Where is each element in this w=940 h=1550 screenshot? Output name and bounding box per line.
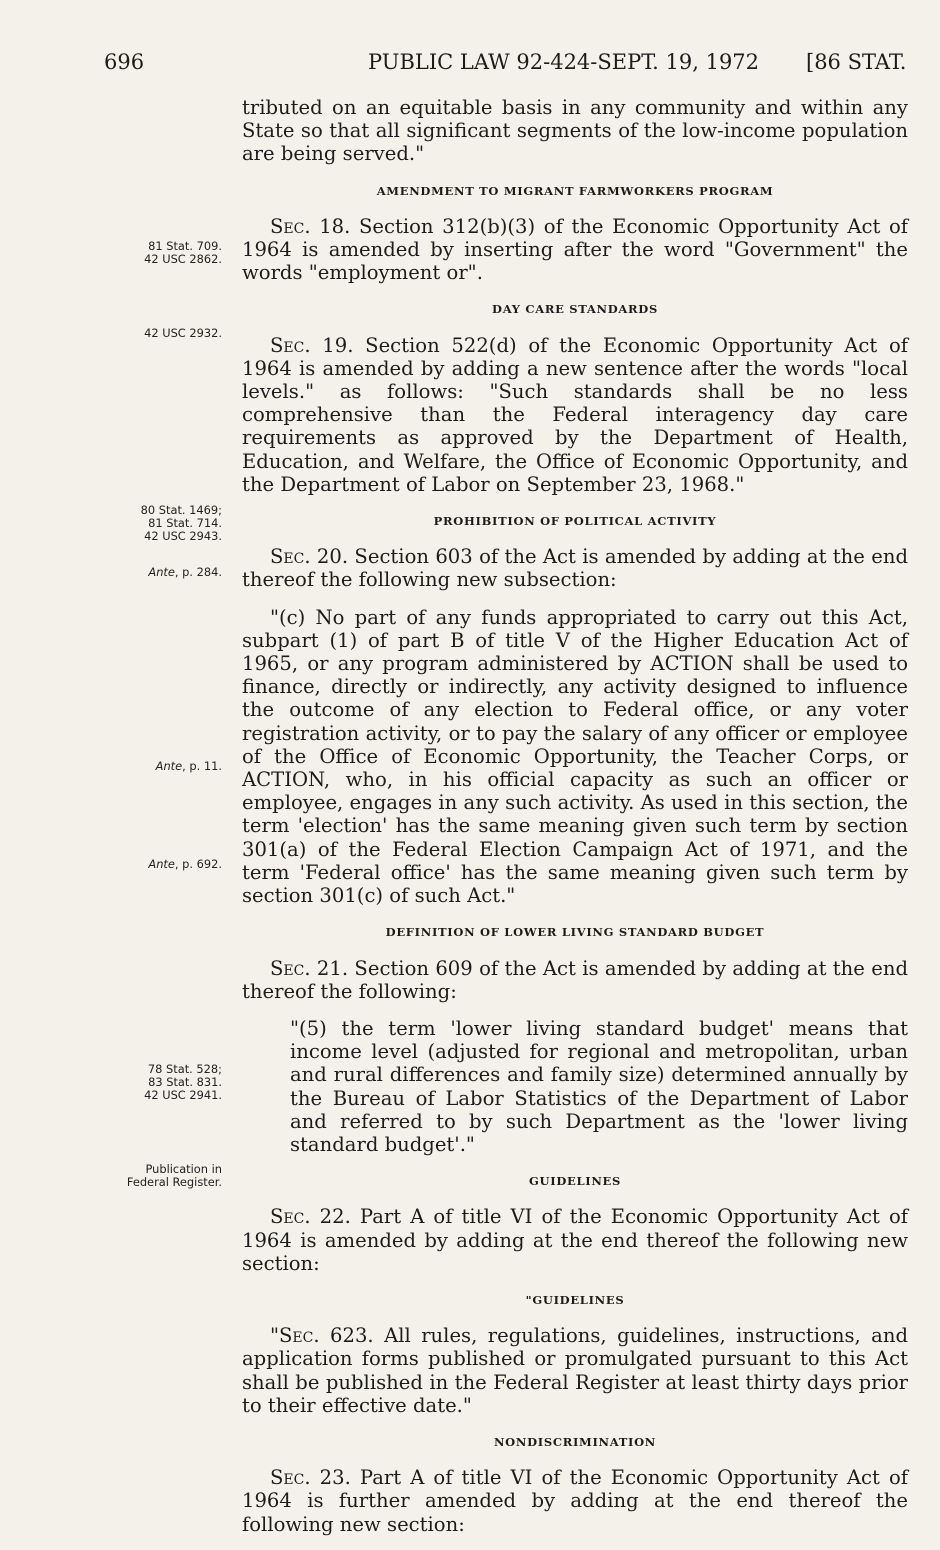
section-23: Sec. 23. Part A of title VI of the Economic Opportunity Act of 1964 is further amended by adding at the end thereof the following new section: bbox=[242, 1466, 908, 1536]
header-stat-ref: [86 STAT. bbox=[806, 50, 907, 74]
page-number: 696 bbox=[104, 50, 145, 74]
section-623-heading: "GUIDELINES bbox=[525, 1292, 625, 1307]
section-21: Sec. 21. Section 609 of the Act is amended by adding at the end thereof the following: bbox=[242, 956, 908, 1003]
document-body bbox=[242, 96, 908, 1550]
header-title: PUBLIC LAW 92-424-SEPT. 19, 1972 bbox=[368, 50, 760, 74]
section-heading-21: DEFINITION OF LOWER LIVING STANDARD BUDGET bbox=[385, 925, 765, 940]
margin-note-ante-284: Ante, p. 284. bbox=[148, 565, 222, 579]
margin-note-81-stat-709: 81 Stat. 709. 42 USC 2862. bbox=[144, 239, 222, 266]
section-heading-23: NONDISCRIMINATION bbox=[493, 1434, 657, 1449]
section-heading-19: DAY CARE STANDARDS bbox=[492, 302, 658, 317]
margin-note-ante-692: Ante, p. 692. bbox=[148, 857, 222, 871]
section-22: Sec. 22. Part A of title VI of the Economic Opportunity Act of 1964 is amended by adding at the end thereof the following new section: bbox=[242, 1205, 908, 1275]
margin-note-80-stat-1469: 80 Stat. 1469; 81 Stat. 714. 42 USC 2943. bbox=[140, 503, 222, 543]
section-heading-22: GUIDELINES bbox=[528, 1174, 621, 1189]
section-18: Sec. 18. Section 312(b)(3) of the Economic Opportunity Act of 1964 is amended by inserting after the word "Government" the words "employment or". bbox=[242, 214, 908, 285]
margin-note-publication: Publication in Federal Register. bbox=[126, 1162, 222, 1189]
section-20: Sec. 20. Section 603 of the Act is amended by adding at the end thereof the following new subsection: bbox=[242, 545, 908, 592]
section-623: "Sec. 623. All rules, regulations, guidelines, instructions, and application forms published or promulgated pursuant to this Act shall be published in the Federal Register at least thirty days prior to their effective date." bbox=[242, 1324, 908, 1417]
section-heading-20: PROHIBITION OF POLITICAL ACTIVITY bbox=[433, 514, 717, 529]
running-header bbox=[0, 50, 940, 86]
section-21-paragraph-5: "(5) the term 'lower living standard budget' means that income level (adjusted for regional and metropolitan, urban and rural differences and family size) determined annually by the Bureau of Labor Statistics of the Department of Labor and referred to by such Department as the 'lower living standard budget'." bbox=[290, 1016, 908, 1156]
margin-note-ante-11: Ante, p. 11. bbox=[155, 759, 222, 773]
margin-note-78-stat-528: 78 Stat. 528; 83 Stat. 831. 42 USC 2941. bbox=[144, 1062, 222, 1102]
section-heading-18: AMENDMENT TO MIGRANT FARMWORKERS PROGRAM bbox=[376, 183, 774, 198]
section-20-subsection-c: "(c) No part of any funds appropriated to carry out this Act, subpart (1) of part B of title V of the Higher Education Act of 1965, or any program administered by ACTION shall be used to finance, directly or indirectly, any activity designed to influence the outcome of any election to Federal office, or any voter registration activity, or to pay the salary of any officer or employee of the Office of Economic Opportunity, the Teacher Corps, or ACTION, who, in his official capacity as such an officer or employee, engages in any such activity. As used in this section, the term 'election' has the same meaning given such term by section 301(a) of the Federal Election Campaign Act of 1971, and the term 'Federal office' has the same meaning given such term by section 301(c) of such Act." bbox=[242, 605, 908, 908]
section-19: Sec. 19. Section 522(d) of the Economic Opportunity Act of 1964 is amended by adding a new sentence after the words "local levels." as follows: "Such standards shall be no less comprehensive than the Federal interagency day care requirements as approved by the Department of Health, Education, and Welfare, the Office of Economic Opportunity, and the Department of Labor on September 23, 1968." bbox=[242, 333, 908, 496]
margin-note-42-usc-2932: 42 USC 2932. bbox=[144, 326, 222, 340]
intro-paragraph: tributed on an equitable basis in any community and within any State so that all significant segments of the low-income population are being served." bbox=[242, 96, 908, 166]
